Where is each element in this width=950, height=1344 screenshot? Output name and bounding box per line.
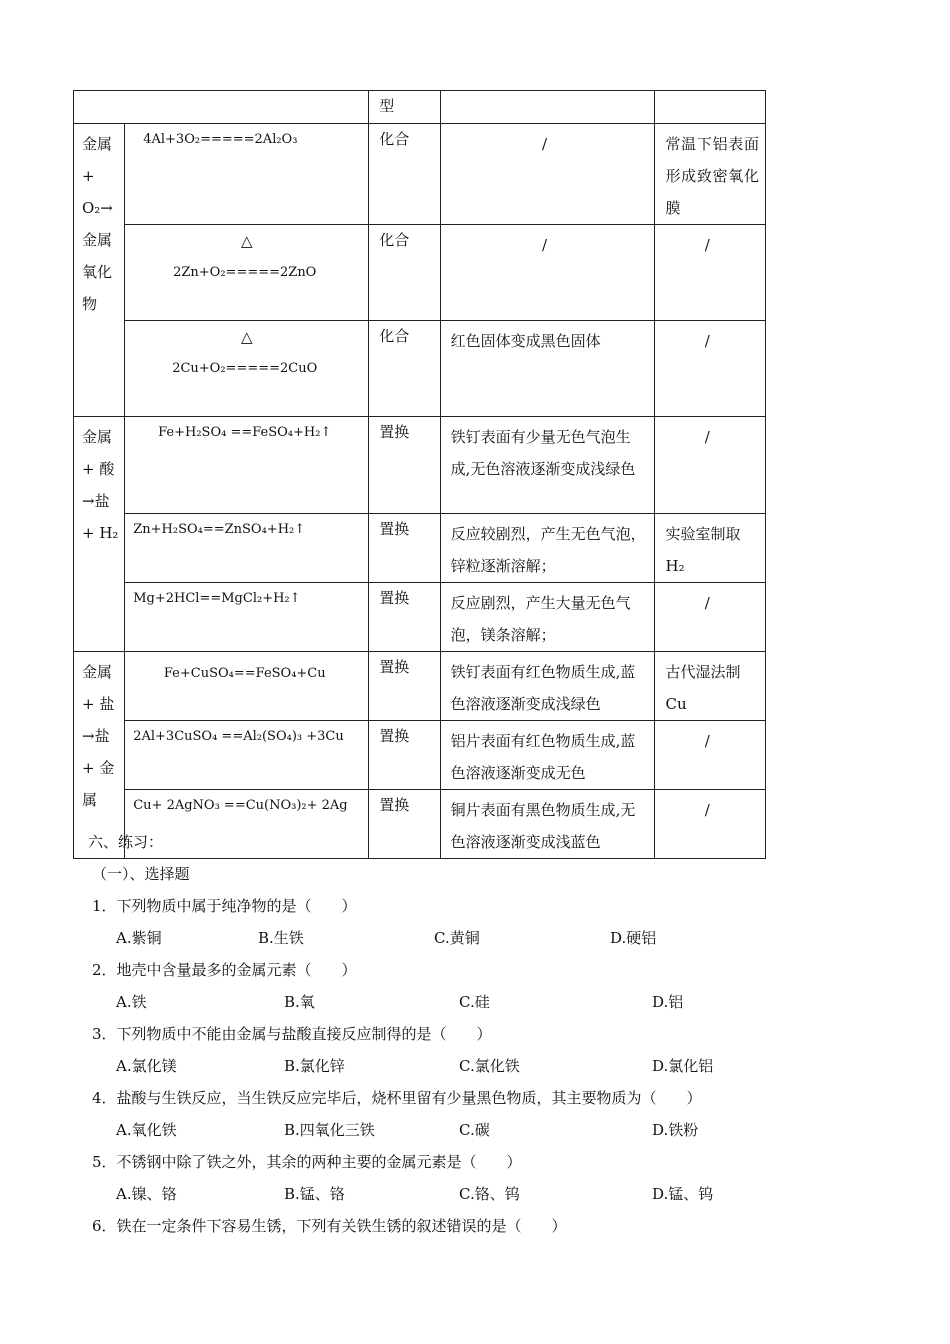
option-c: C.硅: [459, 993, 490, 1011]
phenomenon-cell: /: [440, 225, 655, 321]
table-row: [74, 790, 766, 859]
option-d: D.铁粉: [652, 1121, 699, 1139]
category-metal-salt: 金属 + 盐 →盐 + 金 属: [74, 652, 125, 859]
reaction-type: 置换: [369, 790, 440, 859]
table-row: [74, 417, 766, 514]
option-b: B.氯化锌: [284, 1057, 345, 1075]
option-a: A.铁: [116, 993, 147, 1011]
option-c: C.氯化铁: [459, 1057, 520, 1075]
equation-cell: Fe+CuSO₄==FeSO₄+Cu: [125, 652, 369, 721]
equation-cell: Fe+H₂SO₄ ==FeSO₄+H₂↑: [125, 417, 369, 514]
heat-condition-symbol: △: [240, 232, 253, 250]
reaction-type: 置换: [369, 652, 440, 721]
reaction-type: 化合: [369, 321, 440, 417]
reaction-type: 置换: [369, 721, 440, 790]
notes-cell: 实验室制取H₂: [655, 514, 766, 583]
option-d: D.氯化铝: [652, 1057, 714, 1075]
option-c: C.黄铜: [434, 929, 480, 947]
notes-cell: /: [655, 417, 766, 514]
notes-cell: /: [655, 790, 766, 859]
equation-cell: Mg+2HCl==MgCl₂+H₂↑: [125, 583, 369, 652]
option-b: B.氧: [284, 993, 315, 1011]
phenomenon-cell: /: [440, 124, 655, 225]
equation-cell: Cu+ 2AgNO₃ ==Cu(NO₃)₂+ 2Ag: [125, 790, 369, 859]
phenomenon-cell: 铜片表面有黑色物质生成,无色溶液逐渐变成浅蓝色: [440, 790, 655, 859]
option-b: B.生铁: [258, 929, 304, 947]
option-d: D.铝: [652, 993, 684, 1011]
reaction-type: 置换: [369, 514, 440, 583]
section-heading: 六、练习：: [88, 833, 164, 851]
question-stem: 4．盐酸与生铁反应，当生铁反应完毕后，烧杯里留有少量黑色物质，其主要物质为（ ）: [92, 1089, 702, 1107]
table-row: [74, 652, 766, 721]
header-type-fragment: 型: [369, 91, 440, 124]
header-cell-empty: [440, 91, 655, 124]
reaction-type: 置换: [369, 417, 440, 514]
equation-cell: 2Al+3CuSO₄ ==Al₂(SO₄)₃ +3Cu: [125, 721, 369, 790]
table-row: [74, 721, 766, 790]
phenomenon-cell: 红色固体变成黑色固体: [440, 321, 655, 417]
table-row: [74, 583, 766, 652]
option-a: A.氧化铁: [116, 1121, 177, 1139]
option-a: A.镍、铬: [116, 1185, 177, 1203]
question-stem: 5．不锈钢中除了铁之外，其余的两种主要的金属元素是（ ）: [92, 1153, 522, 1171]
option-a: A.氯化镁: [116, 1057, 177, 1075]
equation-cell: 4Al+3O₂=====2Al₂O₃: [125, 124, 369, 225]
phenomenon-cell: 反应较剧烈，产生无色气泡，锌粒逐渐溶解；: [440, 514, 655, 583]
option-a: A.紫铜: [116, 929, 162, 947]
category-metal-acid: 金属 + 酸 →盐 + H₂: [74, 417, 125, 652]
header-cell-empty: [74, 91, 369, 124]
equation-cell: Zn+H₂SO₄==ZnSO₄+H₂↑: [125, 514, 369, 583]
table-row: [74, 321, 766, 417]
table-row: [74, 514, 766, 583]
question-stem: 2．地壳中含量最多的金属元素（ ）: [92, 961, 357, 979]
header-cell-empty: [655, 91, 766, 124]
option-b: B.锰、铬: [284, 1185, 345, 1203]
notes-cell: /: [655, 321, 766, 417]
table-row: [74, 124, 766, 225]
reaction-type: 置换: [369, 583, 440, 652]
reaction-table: [73, 90, 766, 859]
option-d: D.锰、钨: [652, 1185, 714, 1203]
option-d: D.硬铝: [610, 929, 657, 947]
category-metal-oxygen: 金属 + O₂→ 金属 氧化 物: [74, 124, 125, 417]
table-row: [74, 225, 766, 321]
heat-condition-symbol: △: [240, 328, 253, 346]
question-stem: 1．下列物质中属于纯净物的是（ ）: [92, 897, 357, 915]
reaction-type: 化合: [369, 225, 440, 321]
notes-cell: 古代湿法制Cu: [655, 652, 766, 721]
option-b: B.四氧化三铁: [284, 1121, 375, 1139]
notes-cell: 常温下铝表面形成致密氧化膜: [655, 124, 766, 225]
option-c: C.碳: [459, 1121, 490, 1139]
question-stem: 6．铁在一定条件下容易生锈，下列有关铁生锈的叙述错误的是（ ）: [92, 1217, 567, 1235]
question-stem: 3．下列物质中不能由金属与盐酸直接反应制得的是（ ）: [92, 1025, 492, 1043]
reaction-type: 化合: [369, 124, 440, 225]
phenomenon-cell: 铝片表面有红色物质生成,蓝色溶液逐渐变成无色: [440, 721, 655, 790]
equation-cell: △ 2Cu+O₂=====2CuO: [125, 321, 369, 417]
notes-cell: /: [655, 721, 766, 790]
equation-cell: △ 2Zn+O₂=====2ZnO: [125, 225, 369, 321]
table-header-row: [74, 91, 766, 124]
phenomenon-cell: 铁钉表面有少量无色气泡生成,无色溶液逐渐变成浅绿色: [440, 417, 655, 514]
notes-cell: /: [655, 225, 766, 321]
phenomenon-cell: 反应剧烈，产生大量无色气泡，镁条溶解；: [440, 583, 655, 652]
phenomenon-cell: 铁钉表面有红色物质生成,蓝色溶液逐渐变成浅绿色: [440, 652, 655, 721]
notes-cell: /: [655, 583, 766, 652]
option-c: C.铬、钨: [459, 1185, 520, 1203]
section-subheading: （一）、选择题: [92, 865, 190, 883]
